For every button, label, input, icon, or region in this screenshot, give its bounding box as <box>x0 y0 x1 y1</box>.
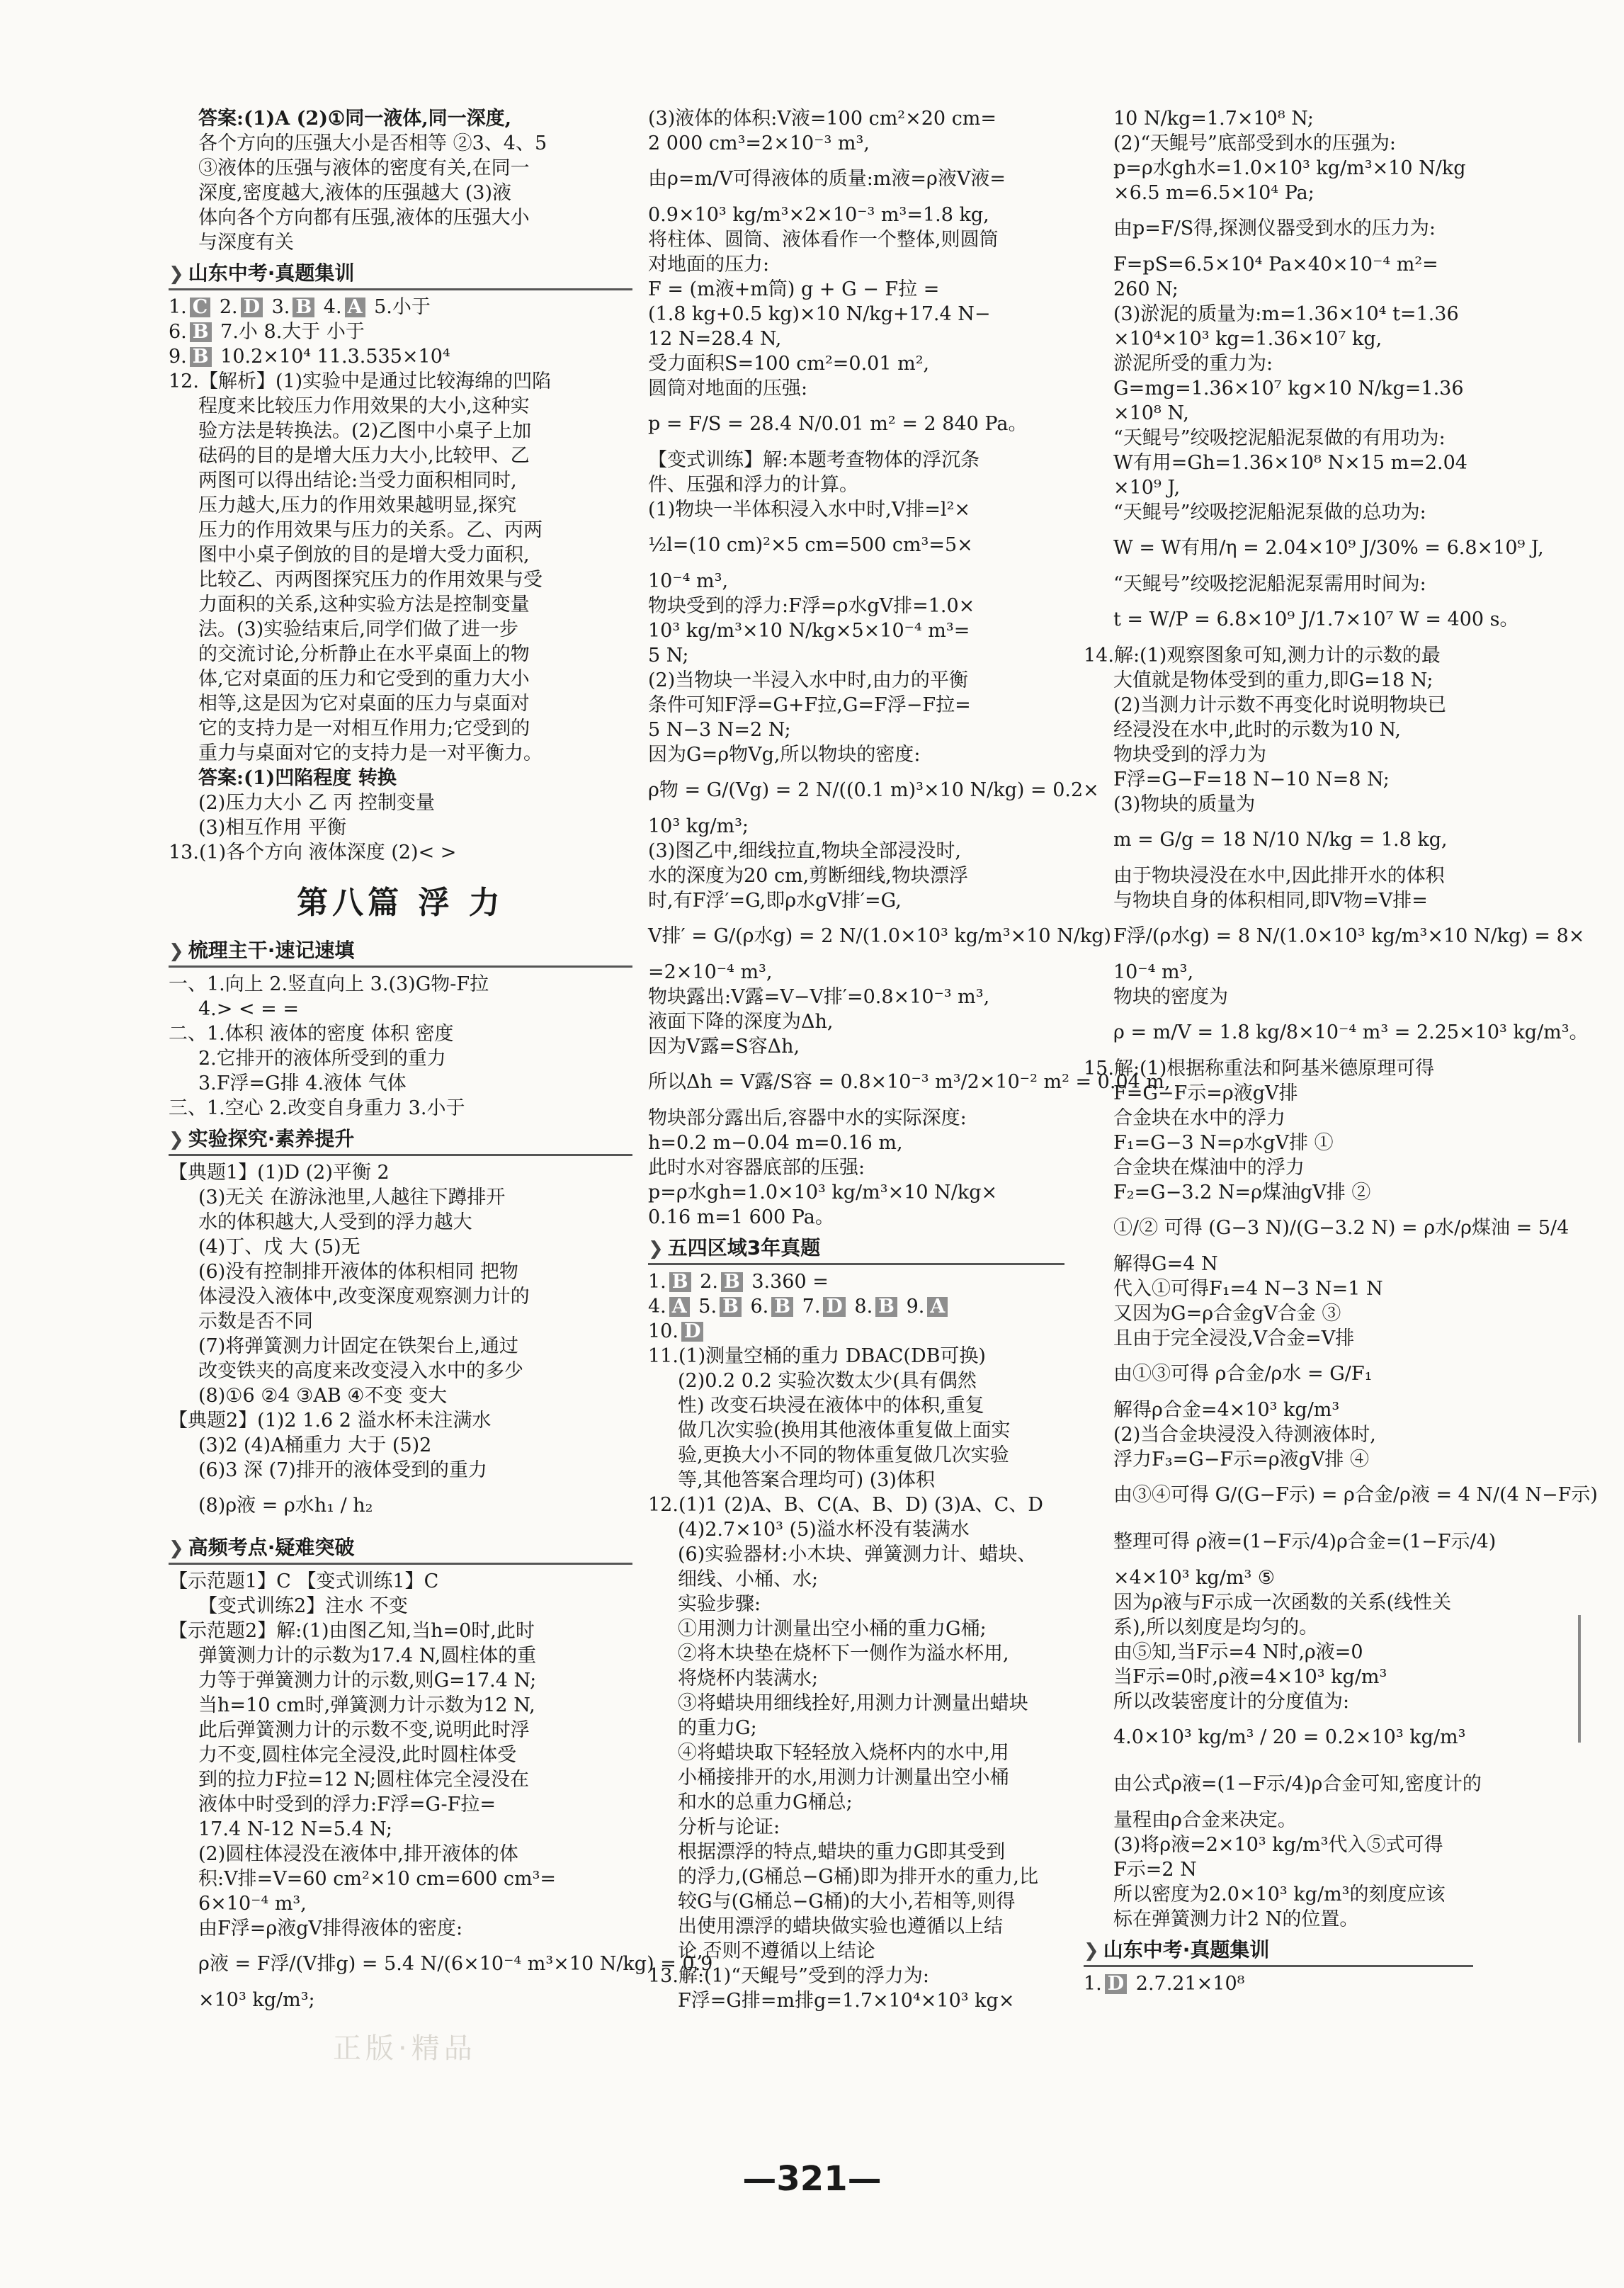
text-line: 分析与论证: <box>678 1816 780 1838</box>
text-line: t = W/P = 6.8×10⁹ J/1.7×10⁷ W = 400 s。 <box>1113 608 1519 630</box>
section-heading-label: 实验探究·素养提升 <box>188 1127 355 1150</box>
section-heading <box>169 1533 632 1565</box>
section-heading-label: 山东中考·真题集训 <box>188 261 355 285</box>
text-line: 图中小桌子倒放的目的是增大受力面积, <box>198 544 530 566</box>
text-line: F = (m液+m筒) g + G − F拉 = <box>648 278 940 300</box>
answer-badge: A <box>345 298 365 317</box>
text-line: (1.8 kg+0.5 kg)×10 N/kg+17.4 N− <box>648 303 991 325</box>
text-line: 4. A 5. B 6. B 7. D 8. B 9. A <box>648 1294 1064 1319</box>
text-line: F浮=G排=m排g=1.7×10⁴×10³ kg× <box>678 1990 1015 2012</box>
text-line: 解得G=4 N <box>1113 1253 1218 1275</box>
text-line: 的重力G; <box>678 1717 757 1739</box>
text-line: W = W有用/η = 2.04×10⁹ J/30% = 6.8×10⁹ J, <box>1113 537 1544 559</box>
text-line: 10³ kg/m³; <box>648 815 749 837</box>
text-line: 9. B 10.2×10⁴ 11.3.535×10⁴ <box>169 346 450 368</box>
section-heading-label: 五四区域3年真题 <box>667 1236 821 1259</box>
section-heading-label: 高频考点·疑难突破 <box>188 1536 355 1559</box>
text-line: 压力越大,压力的作用效果越明显,探究 <box>198 494 517 516</box>
text-line: 液面下降的深度为Δh, <box>648 1011 834 1033</box>
text-line: 和水的总重力G桶总; <box>678 1791 853 1813</box>
text-line: 答案:(1)凹陷程度 转换 <box>198 767 397 789</box>
text-line: 条件可知F浮=G+F拉,G=F浮−F拉= <box>648 694 971 716</box>
text-line: ×6.5 m=6.5×10⁴ Pa; <box>1113 182 1314 204</box>
section-heading <box>1084 1935 1473 1967</box>
text-line: 的交流讨论,分析静止在水平桌面上的物 <box>198 643 530 665</box>
text-line: 【示范题1】C 【变式训练1】C <box>169 1570 439 1592</box>
text-line: 2 000 cm³=2×10⁻³ m³, <box>648 132 870 154</box>
text-line: 浮力F₃=G−F示=ρ液gV排 ④ <box>1113 1449 1369 1471</box>
text-line: 10³ kg/m³×10 N/kg×5×10⁻⁴ m³= <box>648 620 970 642</box>
answer-badge: D <box>823 1297 845 1317</box>
text-line: 解得ρ合金=4×10³ kg/m³ <box>1113 1399 1340 1421</box>
text-line: 做几次实验(换用其他液体重复做上面实 <box>678 1420 1011 1442</box>
text-line: F浮/(ρ水g) = 8 N/(1.0×10³ kg/m³×10 N/kg) = 8× <box>1113 925 1585 947</box>
answer-badge: B <box>190 347 212 367</box>
text-line: 由于物块浸没在水中,因此排开水的体积 <box>1113 865 1445 887</box>
text-line: F示=2 N <box>1113 1859 1197 1881</box>
text-line: 由⑤知,当F示=4 N时,ρ液=0 <box>1113 1641 1363 1663</box>
answer-badge: B <box>293 298 314 317</box>
text-line: 当h=10 cm时,弹簧测力计示数为12 N, <box>198 1694 535 1716</box>
text-line: 淤泥所受的重力为: <box>1113 353 1273 375</box>
text-line: 程度来比较压力作用效果的大小,这种实 <box>198 395 530 417</box>
text-line: 因为G=ρ物Vg,所以物块的密度: <box>648 744 921 766</box>
text-line: ②将木块垫在烧杯下一侧作为溢水杯用, <box>678 1643 1009 1665</box>
answer-badge: A <box>927 1297 948 1317</box>
text-line: 且由于完全浸没,V合金=V排 <box>1113 1327 1355 1349</box>
text-line: 0.9×10³ kg/m³×2×10⁻³ m³=1.8 kg, <box>648 204 989 226</box>
chevron-right-icon: ❯ <box>169 1129 184 1150</box>
text-line: 答案:(1)A (2)①同一液体,同一深度, <box>198 108 511 130</box>
text-line: 到的拉力F拉=12 N;圆柱体完全浸没在 <box>198 1769 530 1791</box>
text-line: 水的体积越大,人受到的浮力越大 <box>198 1211 472 1233</box>
text-line: 相等,这是因为它对桌面的压力与桌面对 <box>198 693 530 715</box>
text-line: 1. B 2. B 3.360 = <box>648 1271 829 1293</box>
text-line: ρ物 = G/(Vg) = 2 N/((0.1 m)³×10 N/kg) = 0.2× <box>648 779 1099 801</box>
chapter-title: 第八篇 浮 力 <box>297 885 504 921</box>
text-line: ρ = m/V = 1.8 kg/8×10⁻⁴ m³ = 2.25×10³ kg/m³。 <box>1113 1021 1589 1043</box>
text-line: (3)将ρ液=2×10³ kg/m³代入⑤式可得 <box>1113 1834 1443 1856</box>
text-line: ③液体的压强与液体的密度有关,在同一 <box>198 157 530 179</box>
text-line: (4)丁、戊 大 (5)无 <box>198 1236 360 1258</box>
answer-badge: D <box>681 1322 703 1342</box>
text-line: 二、1.体积 液体的密度 体积 密度 <box>169 1023 454 1045</box>
text-line: G=mg=1.36×10⁷ kg×10 N/kg=1.36 <box>1113 378 1464 400</box>
answer-badge: B <box>721 1272 743 1292</box>
text-line: (2)“天鲲号”底部受到水的压强为: <box>1113 132 1396 154</box>
text-line: 15.解:(1)根据称重法和阿基米德原理可得 <box>1084 1058 1435 1080</box>
text-line: 三、1.空心 2.改变自身重力 3.小于 <box>169 1097 465 1119</box>
text-line: V排′ = G/(ρ水g) = 2 N/(1.0×10³ kg/m³×10 N/kg) <box>648 925 1112 947</box>
text-line: 小桶接排开的水,用测力计测量出空小桶 <box>678 1767 1009 1789</box>
text-line: (4)2.7×10³ (5)溢水杯没有装满水 <box>678 1519 970 1541</box>
text-line: 10 N/kg=1.7×10⁸ N; <box>1113 108 1314 130</box>
section-heading-label: 山东中考·真题集训 <box>1103 1938 1270 1961</box>
text-line: 力面积的关系,这种实验方法是控制变量 <box>198 594 530 616</box>
text-line: (2)0.2 0.2 实验次数太少(具有偶然 <box>678 1370 977 1392</box>
chevron-right-icon: ❯ <box>169 941 184 962</box>
text-line: 【典题2】(1)2 1.6 2 溢水杯未注满水 <box>169 1410 492 1432</box>
text-line: ①/② 可得 (G−3 N)/(G−3.2 N) = ρ水/ρ煤油 = 5/4 <box>1113 1217 1569 1239</box>
text-line: 所以Δh = V露/S容 = 0.8×10⁻³ m³/2×10⁻² m² = 0.04 m, <box>648 1071 1171 1093</box>
text-line: ④将蜡块取下轻轻放入烧杯内的水中,用 <box>678 1742 1009 1764</box>
text-line: 时,有F浮′=G,即ρ水gV排′=G, <box>648 890 902 912</box>
text-line: 由③④可得 G/(G−F示) = ρ合金/ρ液 = 4 N/(4 N−F示) <box>1113 1484 1598 1506</box>
text-line: 物块受到的浮力为 <box>1113 744 1266 766</box>
text-line: 件、压强和浮力的计算。 <box>648 474 858 496</box>
text-line: 所以改装密度计的分度值为: <box>1113 1691 1350 1713</box>
text-line: W有用=Gh=1.36×10⁸ N×15 m=2.04 <box>1113 452 1467 474</box>
text-line: (7)将弹簧测力计固定在铁架台上,通过 <box>198 1335 518 1357</box>
text-line: (2)圆柱体浸没在液体中,排开液体的体 <box>198 1843 518 1865</box>
text-line: 标在弹簧测力计2 N的位置。 <box>1113 1908 1359 1930</box>
text-line: 由公式ρ液=(1−F示/4)ρ合金可知,密度计的 <box>1113 1773 1482 1795</box>
section-heading-label: 梳理主干·速记速填 <box>188 939 355 962</box>
text-line: 与深度有关 <box>198 232 294 254</box>
text-line: 由p=F/S得,探测仪器受到水的压力为: <box>1113 217 1436 239</box>
text-line: (6)实验器材:小木块、弹簧测力计、蜡块、 <box>678 1544 1037 1565</box>
text-line: 此时水对容器底部的压强: <box>648 1157 865 1179</box>
text-line: 10⁻⁴ m³, <box>1113 961 1194 983</box>
text-line: 根据漂浮的特点,蜡块的重力G即其受到 <box>678 1841 1006 1863</box>
text-line: 一、1.向上 2.竖直向上 3.(3)G物-F拉 <box>169 973 489 995</box>
text-line: 弹簧测力计的示数为17.4 N,圆柱体的重 <box>198 1645 537 1667</box>
text-line: (3)相互作用 平衡 <box>198 817 346 839</box>
text-line: “天鲲号”绞吸挖泥船泥泵需用时间为: <box>1113 573 1426 595</box>
text-line: 经浸没在水中,此时的示数为10 N, <box>1113 719 1402 741</box>
text-line: (3)淤泥的质量为:m=1.36×10⁴ t=1.36 <box>1113 303 1459 325</box>
text-line: 出使用漂浮的蜡块做实验也遵循以上结 <box>678 1915 1003 1937</box>
text-line: F₂=G−3.2 N=ρ煤油gV排 ② <box>1113 1182 1371 1204</box>
text-line: 整理可得 ρ液=(1−F示/4)ρ合金=(1−F示/4) <box>1113 1531 1497 1553</box>
text-line: 【示范题2】解:(1)由图乙知,当h=0时,此时 <box>169 1620 535 1642</box>
text-line: 所以密度为2.0×10³ kg/m³的刻度应该 <box>1113 1884 1446 1905</box>
text-line: 水的深度为20 cm,剪断细线,物块漂浮 <box>648 865 968 887</box>
text-line: 各个方向的压强大小是否相等 ②3、4、5 <box>198 132 547 154</box>
text-line: 砝码的目的是增大压力大小,比较甲、乙 <box>198 445 530 467</box>
text-line: 深度,密度越大,液体的压强越大 (3)液 <box>198 182 511 204</box>
text-line: 性) 改变石块浸在液体中的体积,重复 <box>678 1395 984 1417</box>
chevron-right-icon: ❯ <box>169 1538 184 1559</box>
text-line: 对地面的压力: <box>648 254 770 276</box>
text-line: 物块受到的浮力:F浮=ρ水gV排=1.0× <box>648 595 975 617</box>
answer-badge: B <box>720 1297 742 1317</box>
text-line: 0.16 m=1 600 Pa。 <box>648 1206 834 1228</box>
text-line: 17.4 N-12 N=5.4 N; <box>198 1818 392 1840</box>
text-line: 受力面积S=100 cm²=0.01 m², <box>648 353 930 375</box>
text-line: 13.解:(1)“天鲲号”受到的浮力为: <box>648 1965 929 1987</box>
text-line: 验,更换大小不同的物体重复做几次实验 <box>678 1444 1009 1466</box>
text-line: 的浮力,(G桶总−G桶)即为排开水的重力,比 <box>678 1866 1038 1888</box>
chevron-right-icon: ❯ <box>648 1238 664 1259</box>
text-line: 因为V露=S容Δh, <box>648 1036 800 1058</box>
section-heading <box>169 259 632 290</box>
text-line: (6)3 深 (7)排开的液体受到的重力 <box>198 1459 487 1481</box>
text-line: 1. D 2.7.21×10⁸ <box>1084 1973 1245 1995</box>
text-line: 合金块在煤油中的浮力 <box>1113 1157 1305 1179</box>
text-line: 12 N=28.4 N, <box>648 328 782 350</box>
text-line: 将柱体、圆筒、液体看作一个整体,则圆筒 <box>648 229 999 251</box>
text-line: 力等于弹簧测力计的示数,则G=17.4 N; <box>198 1670 537 1692</box>
section-heading <box>648 1233 1064 1265</box>
text-line: (8)ρ液 = ρ水h₁ / h₂ <box>198 1495 373 1517</box>
text-line: ①用测力计测量出空小桶的重力G桶; <box>678 1618 987 1640</box>
section-heading <box>169 1124 632 1156</box>
text-line: 将烧杯内装满水; <box>678 1667 819 1689</box>
text-line: 系),所以刻度是均匀的。 <box>1113 1616 1319 1638</box>
text-line: 改变铁夹的高度来改变浸入水中的多少 <box>198 1360 523 1382</box>
text-line: 3.F浮=G排 4.液体 气体 <box>198 1072 407 1094</box>
column-3 <box>1084 106 1598 1996</box>
chevron-right-icon: ❯ <box>169 264 184 285</box>
watermark: 正版·精品 <box>333 2032 477 2065</box>
text-line: (8)①6 ②4 ③AB ④不变 变大 <box>198 1385 448 1407</box>
page-number: —321— <box>742 2159 882 2199</box>
text-line: 由ρ=m/V可得液体的质量:m液=ρ液V液= <box>648 168 1006 190</box>
text-line: F=G−F示=ρ液gV排 <box>1113 1082 1298 1104</box>
text-line: 5 N; <box>648 645 689 667</box>
text-line: 大值就是物体受到的重力,即G=18 N; <box>1113 669 1433 691</box>
answer-badge: B <box>771 1297 793 1317</box>
text-line: 6. B 7.小 8.大于 小于 <box>169 321 365 343</box>
text-line: (2)当合金块浸没入待测液体时, <box>1113 1424 1376 1446</box>
text-line: h=0.2 m−0.04 m=0.16 m, <box>648 1132 903 1154</box>
text-line: 4.> < = = <box>198 998 300 1020</box>
answer-badge: B <box>669 1272 691 1292</box>
text-line: 比较乙、丙两图探究压力的作用效果与受 <box>198 569 543 591</box>
margin-mark <box>1578 1615 1581 1743</box>
text-line: 4.0×10³ kg/m³ / 20 = 0.2×10³ kg/m³ <box>1113 1726 1466 1748</box>
text-line: 由F浮=ρ液gV排得液体的密度: <box>198 1918 463 1939</box>
text-line: 重力与桌面对它的支持力是一对平衡力。 <box>198 742 543 764</box>
text-line: (3)图乙中,细线拉直,物块全部浸没时, <box>648 840 961 862</box>
text-line: p = F/S = 28.4 N/0.01 m² = 2 840 Pa。 <box>648 413 1028 435</box>
text-line: 实验步骤: <box>678 1593 761 1615</box>
text-line: 物块部分露出后,容器中水的实际深度: <box>648 1107 967 1129</box>
text-line: 论,否则不遵循以上结论 <box>678 1940 875 1962</box>
text-line: 体,它对桌面的压力和它受到的重力大小 <box>198 668 530 690</box>
text-line: 量程由ρ合金来决定。 <box>1113 1809 1297 1831</box>
text-line: 液体中时受到的浮力:F浮=G-F拉= <box>198 1794 496 1816</box>
text-line: 260 N; <box>1113 278 1179 300</box>
text-line: 圆筒对地面的压强: <box>648 378 808 400</box>
text-line: 示数是否不同 <box>198 1310 313 1332</box>
text-line: ③将蜡块用细线拴好,用测力计测量出蜡块 <box>678 1692 1028 1714</box>
text-line: 较G与(G桶总−G桶)的大小,若相等,则得 <box>678 1891 1016 1913</box>
text-line: 6×10⁻⁴ m³, <box>198 1893 307 1915</box>
text-line: ×10⁸ N, <box>1113 402 1189 424</box>
text-line: (3)2 (4)A桶重力 大于 (5)2 <box>198 1434 432 1456</box>
text-line: ×10⁹ J, <box>1113 477 1181 499</box>
text-line: (2)当测力计示数不再变化时说明物块已 <box>1113 694 1447 716</box>
text-line: 体向各个方向都有压强,液体的压强大小 <box>198 207 530 229</box>
text-line: (3)无关 在游泳池里,人越往下蹲排开 <box>198 1187 506 1208</box>
chevron-right-icon: ❯ <box>1084 1940 1099 1961</box>
answer-badge: B <box>190 322 212 342</box>
text-line: ×4×10³ kg/m³ ⑤ <box>1113 1567 1276 1589</box>
text-line: (2)当物块一半浸入水中时,由力的平衡 <box>648 669 968 691</box>
text-line: 此后弹簧测力计的示数不变,说明此时浮 <box>198 1719 530 1741</box>
text-line: 【变式训练2】注水 不变 <box>198 1595 408 1617</box>
text-line: 12.【解析】(1)实验中是通过比较海绵的凹陷 <box>169 370 552 392</box>
text-line: 当F示=0时,ρ液=4×10³ kg/m³ <box>1113 1666 1387 1688</box>
text-line: ×10⁴×10³ kg=1.36×10⁷ kg, <box>1113 328 1382 350</box>
text-line: 物块露出:V露=V−V排′=0.8×10⁻³ m³, <box>648 986 990 1008</box>
text-line: ρ液 = F浮/(V排g) = 5.4 N/(6×10⁻⁴ m³×10 N/kg) = 0.9 <box>198 1953 713 1975</box>
text-line: m = G/g = 18 N/10 N/kg = 1.8 kg, <box>1113 829 1448 851</box>
text-line: ×10³ kg/m³; <box>198 1989 315 2011</box>
text-line: 物块的密度为 <box>1113 986 1228 1008</box>
text-line: 验方法是转换法。(2)乙图中小桌子上加 <box>198 420 532 442</box>
answer-badge: C <box>190 298 211 317</box>
text-line: (3)液体的体积:V液=100 cm²×20 cm= <box>648 108 997 130</box>
text-line: 13.(1)各个方向 液体深度 (2)< > <box>169 842 457 863</box>
text-line: p=ρ水gh=1.0×10³ kg/m³×10 N/kg× <box>648 1182 998 1204</box>
text-line: 10. D <box>648 1319 1064 1344</box>
text-line: 细线、小桶、水; <box>678 1568 819 1590</box>
text-line: 5 N−3 N=2 N; <box>648 719 791 741</box>
text-line: (1)物块一半体积浸入水中时,V排=l²× <box>648 499 971 521</box>
text-line: F₁=G−3 N=ρ水gV排 ① <box>1113 1132 1334 1154</box>
text-line: 又因为G=ρ合金gV合金 ③ <box>1113 1303 1341 1325</box>
text-line: 【变式训练】解:本题考查物体的浮沉条 <box>648 449 980 471</box>
section-heading <box>169 936 632 968</box>
text-line: 因为ρ液与F示成一次函数的关系(线性关 <box>1113 1592 1452 1614</box>
text-line: 等,其他答案合理均可) (3)体积 <box>678 1469 935 1491</box>
text-line: (2)压力大小 乙 丙 控制变量 <box>198 792 435 814</box>
answer-badge: A <box>669 1297 690 1317</box>
text-line: F浮=G−F=18 N−10 N=8 N; <box>1113 769 1390 791</box>
text-line: 合金块在水中的浮力 <box>1113 1107 1285 1129</box>
text-line: ½l=(10 cm)²×5 cm=500 cm³=5× <box>648 534 973 556</box>
text-line: 法。(3)实验结束后,同学们做了进一步 <box>198 618 518 640</box>
answer-badge: B <box>875 1297 897 1317</box>
text-line: “天鲲号”绞吸挖泥船泥泵做的总功为: <box>1113 502 1426 523</box>
text-line: 两图可以得出结论:当受力面积相同时, <box>198 470 517 492</box>
text-line: 力不变,圆柱体完全浸没,此时圆柱体受 <box>198 1744 517 1766</box>
text-line: 积:V排=V=60 cm²×10 cm=600 cm³= <box>198 1868 557 1890</box>
text-line: 2.它排开的液体所受到的重力 <box>198 1048 446 1070</box>
text-line: 由①③可得 ρ合金/ρ水 = G/F₁ <box>1113 1363 1373 1385</box>
text-line: F=pS=6.5×10⁴ Pa×40×10⁻⁴ m²= <box>1113 254 1438 276</box>
text-line: p=ρ水gh水=1.0×10³ kg/m³×10 N/kg <box>1113 157 1466 179</box>
answer-badge: D <box>241 298 263 317</box>
text-line: “天鲲号”绞吸挖泥船泥泵做的有用功为: <box>1113 427 1446 449</box>
text-line: =2×10⁻⁴ m³, <box>648 961 773 983</box>
answer-badge: D <box>1105 1974 1127 1994</box>
text-line: 压力的作用效果与压力的关系。乙、丙两 <box>198 519 543 541</box>
text-line: 10⁻⁴ m³, <box>648 570 729 592</box>
text-line: 12.(1)1 (2)A、B、C(A、B、D) (3)A、C、D <box>648 1494 1043 1516</box>
text-line: 【典题1】(1)D (2)平衡 2 <box>169 1162 390 1184</box>
text-line: 1. C 2. D 3. B 4. A 5.小于 <box>169 296 431 318</box>
text-line: (6)没有控制排开液体的体积相同 把物 <box>198 1261 518 1283</box>
text-line: 与物块自身的体积相同,即V物=V排= <box>1113 890 1428 912</box>
text-line: 11.(1)测量空桶的重力 DBAC(DB可换) <box>648 1345 986 1367</box>
text-line: 它的支持力是一对相互作用力;它受到的 <box>198 718 530 740</box>
text-line: (3)物块的质量为 <box>1113 793 1256 815</box>
text-line: 体浸没入液体中,改变深度观察测力计的 <box>198 1286 530 1308</box>
text-line: 14.解:(1)观察图象可知,测力计的示数的最 <box>1084 645 1441 667</box>
text-line: 代入①可得F₁=4 N−3 N=1 N <box>1113 1278 1383 1300</box>
